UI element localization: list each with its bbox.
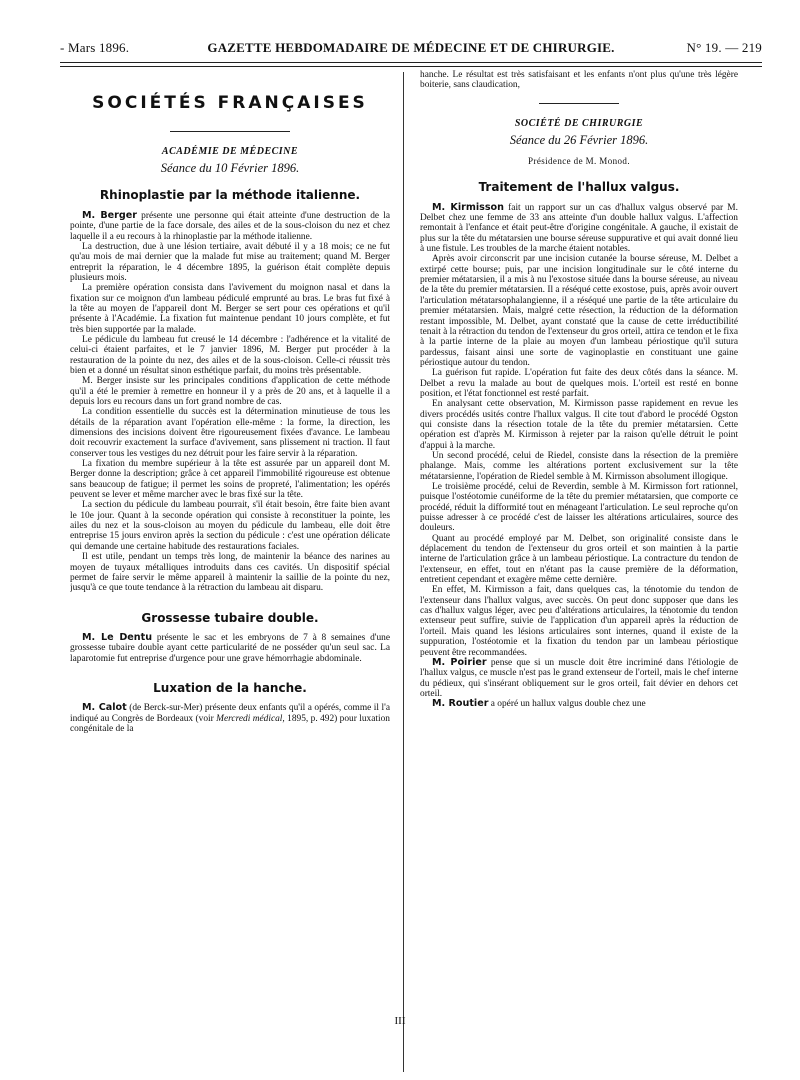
header-date: - Mars 1896. [60, 40, 130, 55]
paragraph: Le troisième procédé, celui de Reverdin, semble à M. Kirmisson fort rationnel, puisque l'ostéotomie cunéiforme de la tête du premier métatarsien, que comporte ce procédé, réduit la difformité tout en ménageant l'articulation. Le seul reproche qu'on puisse adresser à ce procédé c'est de laisser les altérations articulaires, source des douleurs. [420, 482, 738, 534]
speaker-name: M. Routier [432, 698, 489, 710]
paragraph: La condition essentielle du succès est la détermination minutieuse de tous les détails de la réparation avant l'opération elle-même : la forme, la direction, les dimensions des incisions doivent être rigoureusement fixées d'avance. Le lambeau doit recouvrir exactement la surface d'avivement, sans plissement ni traction. Il faut conserver tous les vestiges du nez détruit pour les faire servir à la réparation. [70, 407, 390, 459]
paragraph: Après avoir circonscrit par une incision cutanée la bourse séreuse, M. Delbet a extirpé cette bourse; puis, par une incision longitudinale sur le côté interne du premier métatarsien, il a mis à nu l'exostose située dans la bourse séreuse, au niveau de la tête du premier métatarsien. Il a réséqué cette exostose, puis, après avoir ouvert l'articulation métatarsophalangienne, il a réséqué une partie de la tête articulaire du premier métatarsien. Mais, malgré cette résection, la réduction de la déformation restant impossible, M. Delbet, ayant constaté que la cause de cette irréductibilité tenait à la rétraction du tendon de l'extenseur du gros orteil, attira ce tendon et le fixa à la partie interne de la plaie au moyen d'un lambeau périostique qu'il sutura pardessus, faisant ainsi une sorte de vaginoplastie en constituant une gaine périostique autour du tendon. [420, 254, 738, 368]
paragraph-text: présente une personne qui était atteinte d'une destruction de la pointe, d'une partie de la face dorsale, des ailes et de la sous-cloison du nez et chez laquelle il a eu recours à la rhinoplastie par la méthode italienne. [70, 210, 390, 242]
paragraph [420, 203, 738, 255]
paragraph [70, 703, 390, 734]
society-name: ACADÉMIE DE MÉDECINE [161, 145, 299, 157]
section-rule [539, 103, 619, 104]
column-divider [403, 72, 404, 1072]
header-rule-thin [60, 66, 762, 67]
paragraph: La destruction, due à une lésion tertiaire, avait débuté il y a 18 mois; ce ne fut qu'au mois de mai dernier que la malade fut mise au traitement; quand M. Berger entreprit la réparation, le 4 décembre 1895, la guérison était complète depuis plusieurs mois. [70, 241, 390, 283]
header-journal-title: GAZETTE HEBDOMADAIRE DE MÉDECINE ET DE CHIRURGIE. [207, 40, 615, 55]
society-name: SOCIÉTÉ DE CHIRURGIE [514, 117, 644, 129]
article-title-grossesse: Grossesse tubaire double. [141, 610, 319, 625]
paragraph-continuation: hanche. Le résultat est très satisfaisant et les enfants n'ont plus qu'une très légère boiterie, sans claudication, [420, 70, 738, 91]
header-issue-number: N° 19. — 219 [686, 40, 762, 55]
speaker-name: M. Poirier [432, 656, 487, 668]
paragraph [420, 658, 738, 700]
speaker-name: M. Kirmisson [432, 201, 504, 213]
paragraph: M. Berger insiste sur les principales conditions d'application de cette méthode qu'il a été le premier à remettre en honneur il y a près de 20 ans, et à laquelle il a depuis lors eu recours dans un fort grand nombre de cas. [70, 376, 390, 408]
paragraph-text: présente le sac et les embryons de 7 à 8 semaines d'une grossesse tubaire double ayant cette particularité de ne posséder qu'un seul sac. La laparotomie fut entreprise d'urgence pour une grave hémorrhagie abdominale. [70, 632, 390, 664]
paragraph-text: a opéré un hallux valgus double chez une [490, 699, 646, 710]
page-folio: III [394, 1015, 406, 1027]
right-column [420, 70, 738, 1080]
paragraph: En effet, M. Kirmisson a fait, dans quelques cas, la ténotomie du tendon de l'extenseur dans l'hallux valgus, avec succès. On peut donc supposer que dans les cas d'hallux valgus léger, avec peu d'altérations articulaires, la ténotomie du tendon extenseur peut suffire, suivie de l'application d'un appareil après la réduction de l'orteil. Mais quand les lésions articulaires sont internes, quand il existe de la suppuration, l'ostéotomie et la fixation du tendon par un lambeau périostique peuvent être recommandées. [420, 585, 738, 658]
paragraph-text: (de Berck-sur-Mer) présente deux enfants qu'il a opérés, comme il l'a indiqué au Congrès de Bordeaux (voir [70, 703, 390, 724]
header-rule-thick [60, 62, 762, 63]
session-date: Séance du 26 Février 1896. [509, 132, 649, 147]
paragraph: La première opération consista dans l'avivement du moignon nasal et dans la fixation sur ce moignon d'un lambeau pédiculé emprunté au bras. Le bras fut fixé à la tête au moyen de l'appareil dont M. Berger se sert pour ces opérations et qu'il présente à l'Académie. La fixation fut maintenue pendant 10 jours complète, et fut très bien supportée par la malade. [70, 283, 390, 335]
session-date: Séance du 10 Février 1896. [160, 160, 300, 175]
citation-journal: Mercredi médical, [216, 713, 285, 724]
paragraph [70, 633, 390, 664]
section-title: SOCIÉTÉS FRANÇAISES [92, 93, 368, 113]
paragraph-text: pense que si un muscle doit être incriminé dans l'étiologie de l'hallux valgus, ce muscle n'est pas le grand extenseur de l'orteil, mais le chef interne du pédieux, qui s'insérant obliquement sur le gros orteil, fait dévier en dehors cet orteil. [420, 657, 738, 700]
article-title-rhinoplastie: Rhinoplastie par la méthode italienne. [99, 188, 361, 203]
paragraph: Il est utile, pendant un temps très long, de maintenir la béance des narines au moyen de tuyaux métalliques introduits dans ces cavités. Un dispositif spécial permet de faire servir le même appareil à maintenir la saillie de la pointe du nez, jusqu'à ce que toute tendance à la rétraction du lambeau ait disparu. [70, 552, 390, 594]
article-title-luxation: Luxation de la hanche. [153, 680, 307, 695]
paragraph-text: 1895, p. 492) pour luxation congénitale de la [70, 713, 390, 735]
paragraph: La guérison fut rapide. L'opération fut faite des deux côtés dans la séance. M. Delbet a revu la malade au bout de quelques mois. L'orteil est resté en bonne position, et l'état fonctionnel est resté parfait. [420, 368, 738, 399]
paragraph: La fixation du membre supérieur à la tête est assurée par un appareil dont M. Berger donne la description; grâce à cet appareil l'immobilité rigoureuse est obtenue sans beaucoup de fatigue; il permet les soins de propreté, l'alimentation; les opérés peuvent se lever et même marcher avec le bras fixé sur la tête. [70, 459, 390, 501]
left-column [70, 72, 390, 1072]
paragraph: Quant au procédé employé par M. Delbet, son originalité consiste dans le déplacement du tendon de l'extenseur du gros orteil et son maintien à la partie interne de l'articulation grâce à un lambeau périostique. La contracture du tendon de l'extenseur, en effet, tout en n'étant pas la cause première de la déformation, entretient cependant et exagère même cette dernière. [420, 533, 738, 586]
speaker-name: M. Berger [82, 209, 137, 221]
presidence: Présidence de M. Monod. [528, 156, 630, 167]
section-rule [170, 131, 290, 132]
paragraph-text: fait un rapport sur un cas d'hallux valgus observé par M. Delbet chez une femme de 33 ans atteinte d'un double hallux valgus. L'affection remontait à l'enfance et était peut-être d'origine congénitale. A gauche, il existait de plus sur la tête du métatarsien une bourse séreuse suppurative et qui avait donné lieu à une fistule. Les troubles de la marche étaient notables. [420, 202, 738, 255]
paragraph: Le pédicule du lambeau fut creusé le 14 décembre : l'adhérence et la vitalité de celui-ci étaient parfaites, et le 7 janvier 1896, M. Berger put procéder à la restauration de la pointe du nez, des ailes et de la sous-cloison. Celle-ci réussit très bien et a donné un résultat sinon esthétique parfait, du moins très présentable. [70, 334, 390, 376]
page-header [60, 40, 762, 62]
paragraph [70, 211, 390, 242]
speaker-name: M. Calot [82, 702, 127, 714]
paragraph [420, 699, 738, 710]
paragraph: La section du pédicule du lambeau pourrait, s'il était besoin, être faite bien avant le 10e jour. Quant à la seconde opération qui consiste à reconstituer la pointe, les ailes du nez et la sous-cloison au moyen du pédicule du lambeau, elle doit être entreprise 15 jours environ après la section du pédicule : c'est une opération délicate qui demande une certaine habitude des restaurations faciales. [70, 500, 390, 552]
paragraph: En analysant cette observation, M. Kirmisson passe rapidement en revue les divers procédés usités contre l'hallux valgus. Il cite tout d'abord le procédé Ogston qui consiste dans la résection totale de la tête du premier métatarsien. Cette opération est d'après M. Kirmisson à rejeter par la raison qu'elle détruit le point d'appui à la marche. [420, 399, 738, 451]
paragraph: Un second procédé, celui de Riedel, consiste dans la résection de la première phalange. Mais, comme les altérations portent exclusivement sur la tête métatarsienne, l'opération de Riedel semble à M. Kirmisson absolument illogique. [420, 450, 738, 482]
speaker-name: M. Le Dentu [82, 631, 153, 643]
article-title-hallux-valgus: Traitement de l'hallux valgus. [478, 180, 680, 195]
